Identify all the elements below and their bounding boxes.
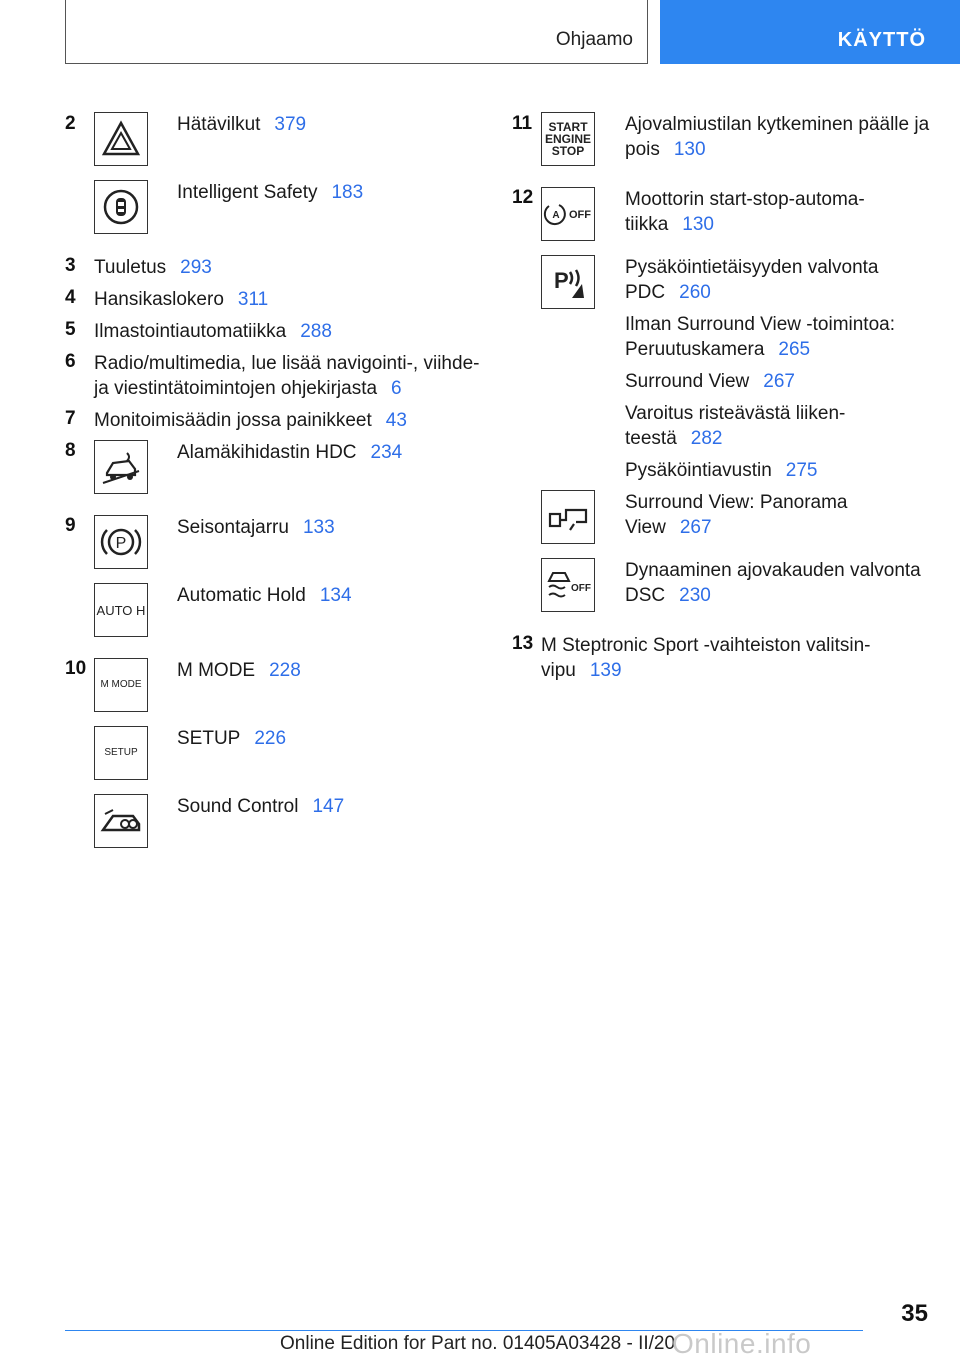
start-stop-page-link[interactable]: 130 bbox=[673, 139, 706, 160]
setup-icon-label: SETUP bbox=[104, 747, 138, 758]
start-stop-button-icon bbox=[541, 112, 595, 166]
item-number-4: 4 bbox=[65, 287, 76, 308]
hazard-entry bbox=[177, 112, 306, 137]
start-stop-line1: Ajovalmiustilan kytkeminen päälle ja bbox=[625, 114, 930, 135]
dsc-off-icon bbox=[541, 558, 595, 612]
cross-traffic-page-link[interactable]: 282 bbox=[690, 428, 723, 449]
glovebox-page-link[interactable]: 311 bbox=[237, 289, 269, 310]
panorama-view-line1: Surround View: Panorama bbox=[625, 492, 848, 513]
page-number: 35 bbox=[901, 1300, 928, 1327]
dsc-off-icon-label: OFF bbox=[571, 583, 591, 594]
start-icon-line3: STOP bbox=[551, 144, 585, 158]
dsc-entry bbox=[625, 558, 945, 608]
header-chapter-label: KÄYTTÖ bbox=[837, 29, 926, 51]
header-section-title: Ohjaamo bbox=[555, 29, 633, 50]
start-icon-line2: ENGINE bbox=[544, 132, 591, 146]
cross-traffic-line1: Varoitus risteävästä liiken- bbox=[625, 403, 846, 424]
m-mode-label: M MODE bbox=[177, 660, 256, 681]
item-number-10: 10 bbox=[65, 658, 87, 679]
intelligent-safety-icon bbox=[94, 180, 148, 234]
rear-camera-page-link[interactable]: 265 bbox=[778, 339, 811, 360]
park-distance-control-icon bbox=[541, 255, 595, 309]
sound-control-icon bbox=[94, 794, 148, 848]
auto-hold-icon-label: AUTO H bbox=[96, 602, 146, 618]
hill-descent-icon bbox=[94, 440, 148, 494]
rear-camera-line2: Peruutuskamera bbox=[625, 339, 765, 360]
setup-label: SETUP bbox=[177, 728, 241, 749]
svg-text:A: A bbox=[552, 210, 560, 221]
hdc-label: Alamäkihidastin HDC bbox=[177, 442, 357, 463]
hdc-entry bbox=[177, 440, 402, 465]
auto-hold-label: Automatic Hold bbox=[177, 585, 306, 606]
item-number-11: 11 bbox=[512, 113, 533, 134]
climate-entry bbox=[94, 319, 332, 344]
steptronic-line1: M Steptronic Sport -vaihteiston valitsin- bbox=[541, 635, 871, 656]
pdc-page-link[interactable]: 260 bbox=[679, 282, 711, 303]
pdc-entry bbox=[625, 255, 945, 305]
pdc-line2: PDC bbox=[625, 282, 666, 303]
item-number-12: 12 bbox=[512, 187, 534, 208]
auto-hold-icon bbox=[94, 583, 148, 637]
panorama-view-line2: View bbox=[625, 517, 666, 538]
steptronic-page-link[interactable]: 139 bbox=[589, 660, 622, 681]
auto-start-stop-page-link[interactable]: 130 bbox=[682, 214, 714, 235]
panorama-view-entry bbox=[625, 490, 945, 540]
m-mode-entry bbox=[177, 658, 301, 683]
svg-text:P: P bbox=[115, 535, 127, 552]
controller-entry bbox=[94, 408, 407, 433]
item-number-13: 13 bbox=[512, 633, 534, 654]
start-stop-entry bbox=[625, 112, 945, 162]
panorama-view-icon bbox=[541, 490, 595, 544]
parking-assistant-label: Pysäköintiavustin bbox=[625, 460, 772, 481]
parking-brake-page-link[interactable]: 133 bbox=[302, 517, 335, 538]
m-mode-icon bbox=[94, 658, 148, 712]
m-mode-page-link[interactable]: 228 bbox=[269, 660, 301, 681]
item-number-8: 8 bbox=[65, 440, 76, 461]
setup-page-link[interactable]: 226 bbox=[254, 728, 287, 749]
sound-control-label: Sound Control bbox=[177, 796, 299, 817]
start-stop-line2: pois bbox=[625, 139, 660, 160]
auto-start-stop-line1: Moottorin start-stop-automa- bbox=[625, 189, 865, 210]
auto-hold-entry bbox=[177, 583, 352, 608]
header-section-box bbox=[65, 0, 648, 64]
item-number-2: 2 bbox=[65, 113, 76, 134]
item-number-9: 9 bbox=[65, 515, 76, 536]
safety-label: Intelligent Safety bbox=[177, 182, 318, 203]
surround-view-entry bbox=[625, 369, 795, 394]
panorama-view-page-link[interactable]: 267 bbox=[679, 517, 712, 538]
setup-entry bbox=[177, 726, 286, 751]
hdc-page-link[interactable]: 234 bbox=[370, 442, 403, 463]
parking-assistant-entry bbox=[625, 458, 818, 483]
ventilation-page-link[interactable]: 293 bbox=[180, 257, 212, 278]
svg-text:P: P bbox=[554, 268, 569, 293]
cross-traffic-line2: teestä bbox=[625, 428, 677, 449]
item-number-6: 6 bbox=[65, 351, 76, 372]
radio-page-link[interactable]: 6 bbox=[391, 378, 402, 399]
glovebox-entry bbox=[94, 287, 268, 312]
sound-control-entry bbox=[177, 794, 344, 819]
pdc-line1: Pysäköintietäisyyden valvonta bbox=[625, 257, 879, 278]
surround-view-label: Surround View bbox=[625, 371, 750, 392]
parking-brake-icon bbox=[94, 515, 148, 569]
glovebox-label: Hansikaslokero bbox=[94, 289, 224, 310]
controller-page-link[interactable]: 43 bbox=[385, 410, 407, 431]
sound-control-page-link[interactable]: 147 bbox=[312, 796, 345, 817]
radio-line2: ja viestintätoimintojen ohjekirjasta bbox=[94, 378, 378, 399]
parking-brake-entry bbox=[177, 515, 335, 540]
controller-label: Monitoimisäädin jossa painikkeet bbox=[94, 410, 372, 431]
dsc-page-link[interactable]: 230 bbox=[679, 585, 711, 606]
ventilation-entry bbox=[94, 255, 212, 280]
start-icon-line1: START bbox=[548, 120, 588, 134]
safety-entry bbox=[177, 180, 363, 205]
rear-camera-entry bbox=[625, 312, 945, 362]
radio-entry bbox=[94, 351, 484, 401]
hazard-warning-icon bbox=[94, 112, 148, 166]
item-number-7: 7 bbox=[65, 408, 76, 429]
climate-label: Ilmastointiautomatiikka bbox=[94, 321, 287, 342]
climate-page-link[interactable]: 288 bbox=[300, 321, 332, 342]
setup-icon bbox=[94, 726, 148, 780]
steptronic-line2: vipu bbox=[541, 660, 576, 681]
parking-brake-label: Seisontajarru bbox=[177, 517, 289, 538]
radio-line1: Radio/multimedia, lue lisää navigointi-, viihde- bbox=[94, 353, 480, 374]
ventilation-label: Tuuletus bbox=[94, 257, 167, 278]
surround-view-page-link[interactable]: 267 bbox=[763, 371, 795, 392]
item-number-5: 5 bbox=[65, 319, 76, 340]
steptronic-entry bbox=[541, 633, 931, 683]
cross-traffic-entry bbox=[625, 401, 945, 451]
auto-start-stop-line2: tiikka bbox=[625, 214, 669, 235]
hazard-page-link[interactable]: 379 bbox=[274, 114, 307, 135]
auto-start-stop-icon-label: OFF bbox=[569, 209, 591, 221]
auto-hold-page-link[interactable]: 134 bbox=[319, 585, 352, 606]
dsc-line2: DSC bbox=[625, 585, 666, 606]
item-number-3: 3 bbox=[65, 255, 76, 276]
auto-start-stop-entry bbox=[625, 187, 945, 237]
watermark: Online.info bbox=[672, 1328, 812, 1359]
hazard-label: Hätävilkut bbox=[177, 114, 261, 135]
m-mode-icon-label: M MODE bbox=[100, 679, 142, 690]
header-chapter-tab[interactable] bbox=[660, 0, 960, 64]
dsc-line1: Dynaaminen ajovakauden valvonta bbox=[625, 560, 921, 581]
auto-start-stop-off-icon bbox=[541, 187, 595, 241]
footer-edition: Online Edition for Part no. 01405A03428 - II/20 bbox=[280, 1333, 676, 1354]
safety-page-link[interactable]: 183 bbox=[331, 182, 364, 203]
parking-assistant-page-link[interactable]: 275 bbox=[785, 460, 818, 481]
rear-camera-line1: Ilman Surround View -toimintoa: bbox=[625, 314, 895, 335]
